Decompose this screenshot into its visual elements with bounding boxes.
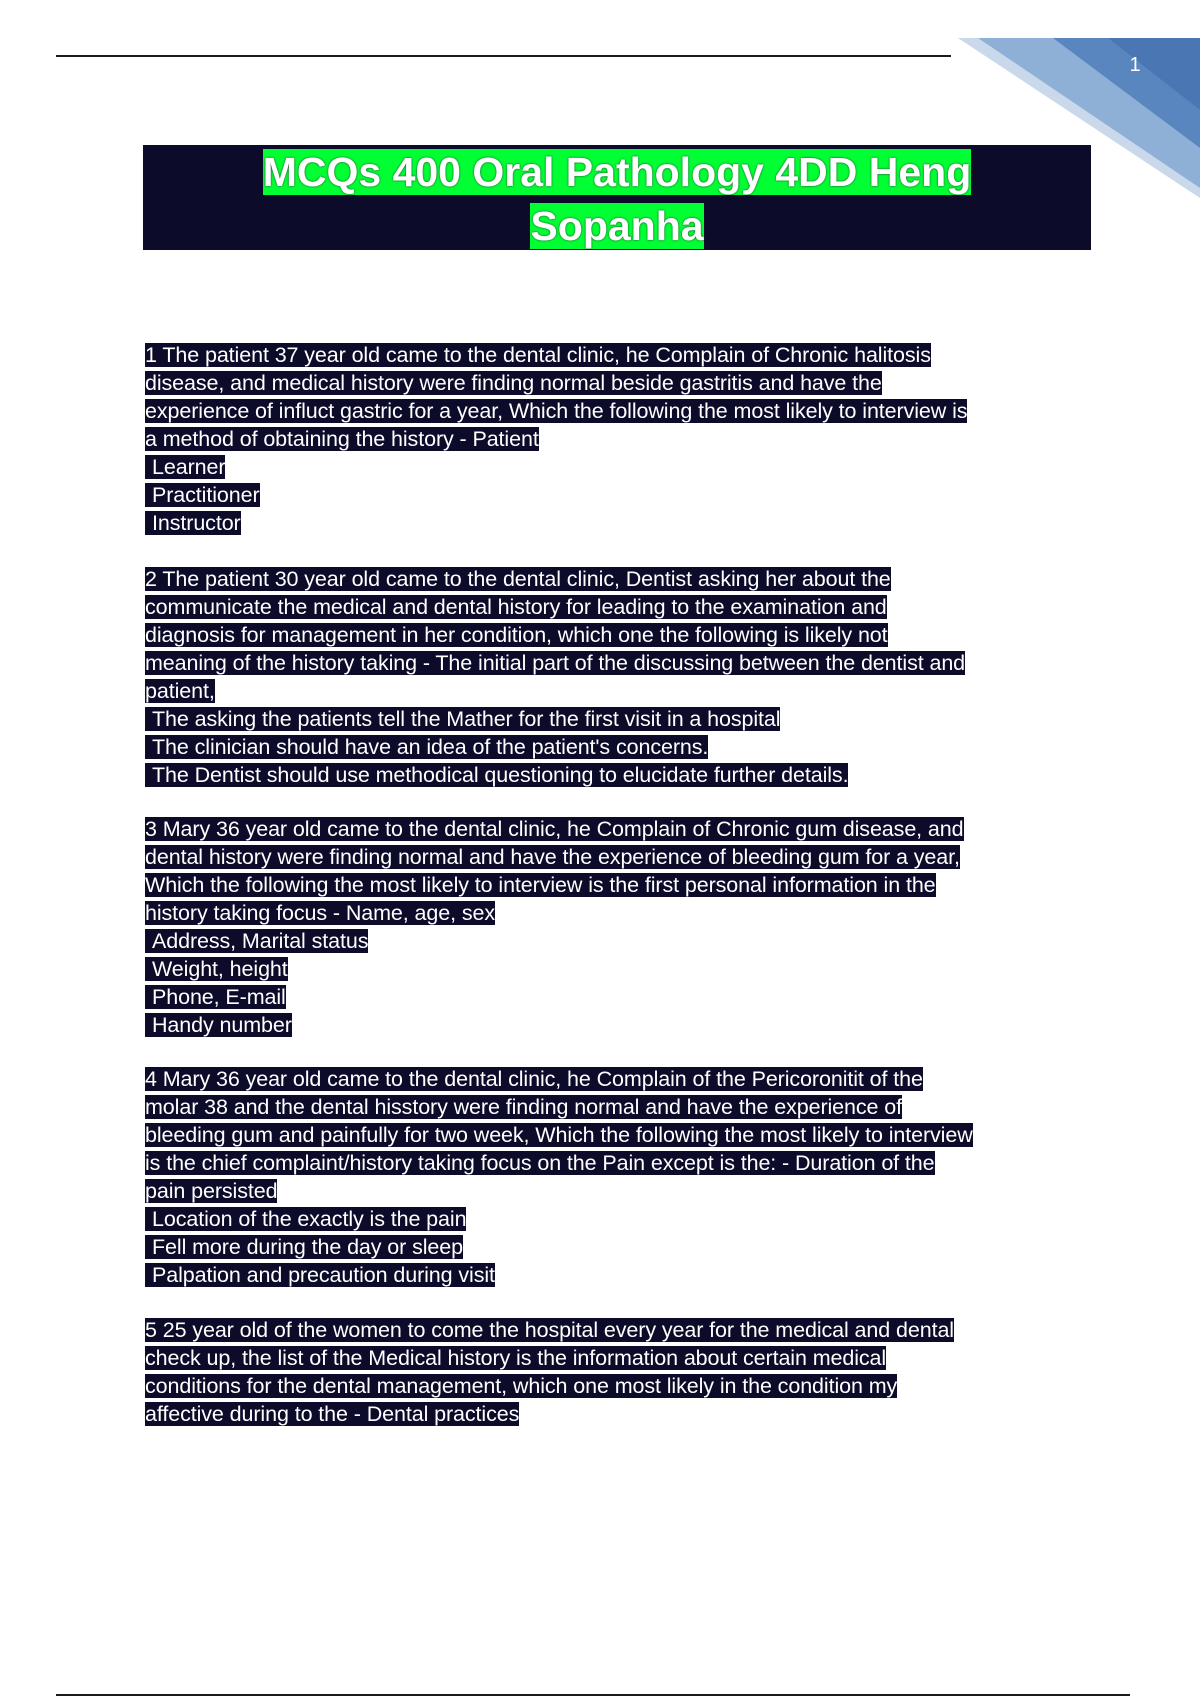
title-line-2: Sopanha bbox=[530, 203, 704, 249]
answer-option: Handy number bbox=[145, 1011, 1085, 1039]
question-stem bbox=[145, 1316, 1085, 1428]
header-rule bbox=[56, 55, 951, 57]
stem-line: disease, and medical history were finding normal beside gastritis and have the bbox=[145, 371, 882, 395]
stem-line: Which the following the most likely to interview is the first personal information in the bbox=[145, 873, 936, 897]
answer-option: The asking the patients tell the Mather for the first visit in a hospital bbox=[145, 705, 1085, 733]
question-stem bbox=[145, 1065, 1085, 1205]
document-title-banner bbox=[143, 145, 1091, 250]
title-line-1: MCQs 400 Oral Pathology 4DD Heng bbox=[262, 149, 972, 195]
stem-line: check up, the list of the Medical history is the information about certain medical bbox=[145, 1346, 887, 1370]
stem-line: meaning of the history taking - The initial part of the discussing between the dentist and bbox=[145, 651, 966, 675]
question-stem bbox=[145, 341, 1085, 453]
answer-option: Practitioner bbox=[145, 481, 1085, 509]
stem-line: conditions for the dental management, which one most likely in the condition my bbox=[145, 1374, 898, 1398]
answer-option: Instructor bbox=[145, 509, 1085, 537]
stem-line: history taking focus - Name, age, sex bbox=[145, 901, 496, 925]
question-5 bbox=[145, 1316, 1085, 1428]
stem-line: molar 38 and the dental hisstory were finding normal and have the experience of bbox=[145, 1095, 903, 1119]
stem-line: communicate the medical and dental history for leading to the examination and bbox=[145, 595, 887, 619]
question-stem bbox=[145, 565, 1085, 705]
stem-line: 1 The patient 37 year old came to the dental clinic, he Complain of Chronic halitosis bbox=[145, 343, 931, 367]
answer-option: Address, Marital status bbox=[145, 927, 1085, 955]
question-1 bbox=[145, 341, 1085, 537]
footer-rule bbox=[56, 1694, 1130, 1696]
answer-option: Learner bbox=[145, 453, 1085, 481]
question-3 bbox=[145, 815, 1085, 1039]
answer-option: Location of the exactly is the pain bbox=[145, 1205, 1085, 1233]
question-4 bbox=[145, 1065, 1085, 1289]
stem-line: patient, bbox=[145, 679, 215, 703]
answer-option: The Dentist should use methodical questioning to elucidate further details. bbox=[145, 761, 1085, 789]
answer-option: Phone, E-mail bbox=[145, 983, 1085, 1011]
answer-option: Palpation and precaution during visit bbox=[145, 1261, 1085, 1289]
stem-line: bleeding gum and painfully for two week, Which the following the most likely to interview bbox=[145, 1123, 973, 1147]
answer-option: Weight, height bbox=[145, 955, 1085, 983]
question-2 bbox=[145, 565, 1085, 789]
stem-line: 5 25 year old of the women to come the hospital every year for the medical and dental bbox=[145, 1318, 954, 1342]
stem-line: is the chief complaint/history taking focus on the Pain except is the: - Duration of the bbox=[145, 1151, 935, 1175]
stem-line: affective during to the - Dental practices bbox=[145, 1402, 520, 1426]
page-number: 1 bbox=[1129, 54, 1141, 76]
stem-line: 3 Mary 36 year old came to the dental clinic, he Complain of Chronic gum disease, and bbox=[145, 817, 964, 841]
answer-option: The clinician should have an idea of the patient's concerns. bbox=[145, 733, 1085, 761]
stem-line: experience of influct gastric for a year, Which the following the most likely to interview is bbox=[145, 399, 968, 423]
stem-line: 2 The patient 30 year old came to the dental clinic, Dentist asking her about the bbox=[145, 567, 891, 591]
stem-line: dental history were finding normal and have the experience of bleeding gum for a year, bbox=[145, 845, 960, 869]
stem-line: pain persisted bbox=[145, 1179, 278, 1203]
answer-option: Fell more during the day or sleep bbox=[145, 1233, 1085, 1261]
stem-line: 4 Mary 36 year old came to the dental clinic, he Complain of the Pericoronitit of the bbox=[145, 1067, 923, 1091]
stem-line: a method of obtaining the history - Patient bbox=[145, 427, 539, 451]
stem-line: diagnosis for management in her condition, which one the following is likely not bbox=[145, 623, 888, 647]
document-title bbox=[263, 145, 972, 253]
question-stem bbox=[145, 815, 1085, 927]
